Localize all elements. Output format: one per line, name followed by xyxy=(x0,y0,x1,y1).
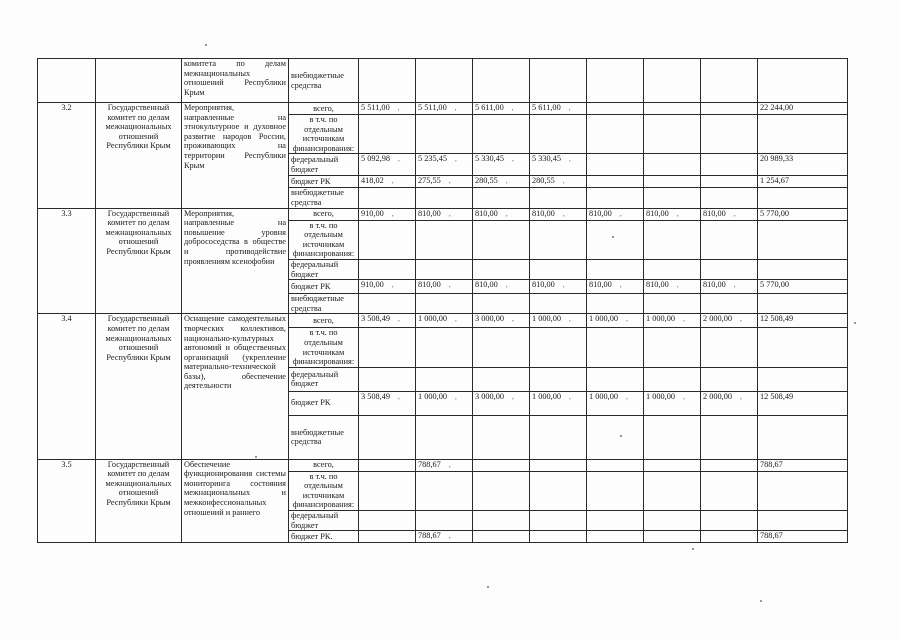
value-text: 1 000,00 xyxy=(418,314,448,324)
cell-year-value xyxy=(530,103,587,115)
table-body xyxy=(38,59,848,543)
cell-year-value xyxy=(473,103,530,115)
table-row xyxy=(38,59,848,103)
pen-tick-mark: , xyxy=(455,315,457,324)
cell-total xyxy=(758,314,848,328)
cell-source: всего, xyxy=(289,208,359,220)
cell-year-value xyxy=(359,220,416,259)
pen-tick-mark: , xyxy=(448,281,451,290)
cell-year-value xyxy=(701,280,758,294)
value-text: 3 508,49 xyxy=(361,391,391,401)
cell-executor: Государственный комитет по делам межнациональных отношений Республики Крым xyxy=(96,103,182,209)
pen-tick-mark: , xyxy=(683,392,685,401)
pen-tick-mark: , xyxy=(398,315,400,324)
table-row xyxy=(38,314,848,328)
value-text: 810,00 xyxy=(532,280,555,290)
cell-year-value xyxy=(359,188,416,208)
cell-source: внебюджетные средства xyxy=(289,59,359,103)
cell-executor: Государственный комитет по делам межнациональных отношений Республики Крым xyxy=(96,208,182,314)
cell-year-value xyxy=(701,531,758,543)
value-text: 810,00 xyxy=(475,280,498,290)
cell-year-value xyxy=(701,415,758,459)
cell-year-value xyxy=(530,531,587,543)
cell-year-value xyxy=(530,367,587,391)
cell-year-value xyxy=(530,154,587,176)
cell-year-value xyxy=(644,259,701,279)
cell-year-value xyxy=(587,154,644,176)
cell-source: бюджет РК. xyxy=(289,531,359,543)
value-text: 810,00 xyxy=(703,280,726,290)
cell-year-value xyxy=(473,328,530,367)
cell-year-value xyxy=(359,511,416,531)
cell-year-value xyxy=(359,531,416,543)
cell-total xyxy=(758,208,848,220)
value-text: 22 244,00 xyxy=(760,103,794,112)
value-text: 1 000,00 xyxy=(589,314,619,324)
cell-year-value xyxy=(644,314,701,328)
cell-year-value xyxy=(530,115,587,154)
value-text: 3 508,49 xyxy=(361,314,391,324)
value-text: 810,00 xyxy=(418,208,441,218)
value-text: 1 254,67 xyxy=(760,176,790,186)
pen-tick-mark: , xyxy=(569,315,571,324)
cell-year-value xyxy=(416,176,473,188)
cell-year-value xyxy=(644,531,701,543)
cell-year-value xyxy=(644,471,701,510)
cell-total xyxy=(758,415,848,459)
value-text: 1 000,00 xyxy=(532,391,562,401)
cell-year-value xyxy=(701,314,758,328)
cell-year-value xyxy=(701,471,758,510)
cell-year-value xyxy=(701,176,758,188)
cell-total xyxy=(758,115,848,154)
cell-year-value xyxy=(473,176,530,188)
pen-tick-mark: , xyxy=(512,155,514,164)
cell-year-value xyxy=(644,415,701,459)
cell-year-value xyxy=(416,259,473,279)
value-text: 1 000,00 xyxy=(532,314,562,324)
cell-year-value xyxy=(587,531,644,543)
cell-year-value xyxy=(701,259,758,279)
pen-tick-mark: , xyxy=(398,155,400,164)
value-text: 810,00 xyxy=(703,208,726,218)
pen-tick-mark: , xyxy=(569,392,571,401)
value-text: 2 000,00 xyxy=(703,314,733,324)
cell-year-value xyxy=(416,531,473,543)
cell-year-value xyxy=(416,415,473,459)
cell-source: федеральный бюджет xyxy=(289,511,359,531)
cell-year-value xyxy=(587,188,644,208)
cell-source: в т.ч. по отдельным источникам финансирования: xyxy=(289,220,359,259)
cell-year-value xyxy=(701,220,758,259)
cell-year-value xyxy=(701,208,758,220)
cell-year-value xyxy=(416,471,473,510)
cell-year-value xyxy=(473,367,530,391)
cell-year-value xyxy=(416,280,473,294)
cell-year-value xyxy=(701,459,758,471)
cell-source: в т.ч. по отдельным источникам финансирования: xyxy=(289,115,359,154)
pen-tick-mark: , xyxy=(448,209,451,218)
cell-year-value xyxy=(416,115,473,154)
pen-tick-mark: , xyxy=(626,392,628,401)
cell-year-value xyxy=(473,471,530,510)
cell-year-value xyxy=(359,154,416,176)
cell-year-value xyxy=(416,511,473,531)
value-text: 12 508,49 xyxy=(760,391,794,401)
value-text: 12 508,49 xyxy=(760,314,794,324)
cell-year-value xyxy=(587,115,644,154)
pen-tick-mark: , xyxy=(683,315,685,324)
pen-tick-mark: , xyxy=(562,209,565,218)
value-text: 3 000,00 xyxy=(475,314,505,324)
value-text: 788,67 xyxy=(418,531,441,541)
cell-year-value xyxy=(416,294,473,314)
cell-year-value xyxy=(416,154,473,176)
pen-tick-mark: , xyxy=(569,155,571,164)
cell-description: Мероприятия, направленные на этнокультурное и духовное развитие народов России, проживающих на территории Республики Крым xyxy=(182,103,289,209)
cell-year-value xyxy=(359,415,416,459)
value-text: 5 511,00 xyxy=(361,103,390,112)
pen-tick-mark: , xyxy=(512,392,514,401)
cell-year-value xyxy=(701,294,758,314)
pen-tick-mark: , xyxy=(676,281,679,290)
pen-tick-mark: , xyxy=(676,209,679,218)
cell-total xyxy=(758,391,848,415)
cell-total xyxy=(758,367,848,391)
cell-year-value xyxy=(644,459,701,471)
cell-source: всего, xyxy=(289,459,359,471)
cell-total xyxy=(758,280,848,294)
cell-year-value xyxy=(530,511,587,531)
cell-year-value xyxy=(644,511,701,531)
cell-description: комитета по делам межнациональных отношений Республики Крым xyxy=(182,59,289,103)
pen-tick-mark: , xyxy=(391,209,394,218)
value-text: 810,00 xyxy=(418,280,441,290)
cell-year-value xyxy=(473,208,530,220)
pen-tick-mark: , xyxy=(562,281,565,290)
cell-year-value xyxy=(587,328,644,367)
cell-year-value xyxy=(359,294,416,314)
value-text: 5 611,00 xyxy=(532,103,561,112)
cell-year-value xyxy=(530,208,587,220)
cell-number: 3.5 xyxy=(38,459,96,543)
cell-source: бюджет РК xyxy=(289,391,359,415)
cell-year-value xyxy=(416,367,473,391)
cell-year-value xyxy=(701,115,758,154)
cell-total xyxy=(758,294,848,314)
cell-description: Обеспечение функционирования системы мониторинга состояния межнациональных и межконфессиональных отношений и раннего xyxy=(182,459,289,543)
pen-tick-mark: , xyxy=(448,177,451,186)
value-text: 5 511,00 xyxy=(418,103,447,112)
pen-tick-mark: , xyxy=(505,281,508,290)
cell-year-value xyxy=(587,471,644,510)
value-text: 810,00 xyxy=(646,280,669,290)
cell-total xyxy=(758,471,848,510)
pen-tick-mark: , xyxy=(391,281,394,290)
cell-year-value xyxy=(473,280,530,294)
cell-year-value xyxy=(530,328,587,367)
cell-year-value xyxy=(587,176,644,188)
table-row xyxy=(38,103,848,115)
cell-year-value xyxy=(359,314,416,328)
cell-source: в т.ч. по отдельным источникам финансирования: xyxy=(289,328,359,367)
value-text: 788,67 xyxy=(760,531,783,541)
value-text: 788,67 xyxy=(760,459,783,469)
cell-source: внебюджетные средства xyxy=(289,294,359,314)
pen-tick-mark: , xyxy=(391,177,394,186)
cell-year-value xyxy=(530,188,587,208)
cell-year-value xyxy=(416,208,473,220)
cell-year-value xyxy=(473,259,530,279)
cell-source: внебюджетные средства xyxy=(289,188,359,208)
cell-year-value xyxy=(644,367,701,391)
cell-total xyxy=(758,176,848,188)
cell-year-value xyxy=(587,220,644,259)
cell-year-value xyxy=(416,103,473,115)
cell-executor xyxy=(96,59,182,103)
pen-tick-mark: , xyxy=(740,392,742,401)
cell-year-value xyxy=(587,294,644,314)
cell-year-value xyxy=(644,154,701,176)
cell-year-value xyxy=(587,415,644,459)
value-text: 5 330,45 xyxy=(475,154,505,164)
pen-tick-mark: , xyxy=(505,177,508,186)
cell-year-value xyxy=(473,220,530,259)
cell-year-value xyxy=(473,511,530,531)
cell-year-value xyxy=(416,188,473,208)
value-text: 910,00 xyxy=(361,280,384,290)
cell-source: федеральный бюджет xyxy=(289,154,359,176)
cell-year-value xyxy=(359,328,416,367)
cell-total xyxy=(758,328,848,367)
cell-year-value xyxy=(473,154,530,176)
cell-year-value xyxy=(701,103,758,115)
cell-description: Мероприятия, направленные на повышение уровня добрососедства в обществе и противодействие проявлениям ксенофобии xyxy=(182,208,289,314)
pen-tick-mark: , xyxy=(454,104,457,112)
pen-tick-mark: , xyxy=(505,209,508,218)
cell-year-value xyxy=(530,415,587,459)
cell-source: бюджет РК xyxy=(289,280,359,294)
value-text: 5 092,98 xyxy=(361,154,391,164)
value-text: 5 330,45 xyxy=(532,154,562,164)
cell-year-value xyxy=(644,176,701,188)
cell-source: бюджет РК xyxy=(289,176,359,188)
cell-year-value xyxy=(359,176,416,188)
pen-tick-mark: , xyxy=(512,315,514,324)
pen-tick-mark: , xyxy=(397,104,400,112)
cell-year-value xyxy=(359,391,416,415)
cell-year-value xyxy=(530,459,587,471)
cell-year-value xyxy=(530,314,587,328)
cell-source: в т.ч. по отдельным источникам финансирования: xyxy=(289,471,359,510)
cell-year-value xyxy=(530,471,587,510)
cell-source: федеральный бюджет xyxy=(289,259,359,279)
cell-number xyxy=(38,59,96,103)
cell-year-value xyxy=(644,280,701,294)
table-row xyxy=(38,208,848,220)
cell-year-value xyxy=(359,115,416,154)
cell-year-value xyxy=(587,103,644,115)
pen-tick-mark: , xyxy=(448,532,451,541)
cell-total xyxy=(758,188,848,208)
cell-year-value xyxy=(473,415,530,459)
cell-year-value xyxy=(530,220,587,259)
cell-year-value xyxy=(416,391,473,415)
cell-year-value xyxy=(416,220,473,259)
cell-number: 3.2 xyxy=(38,103,96,209)
cell-year-value xyxy=(644,328,701,367)
cell-year-value xyxy=(530,259,587,279)
pen-tick-mark: , xyxy=(455,392,457,401)
pen-tick-mark: , xyxy=(562,177,565,186)
table-row xyxy=(38,459,848,471)
cell-total xyxy=(758,103,848,115)
cell-year-value xyxy=(587,511,644,531)
cell-year-value xyxy=(701,154,758,176)
cell-source: внебюджетные средства xyxy=(289,415,359,459)
cell-year-value xyxy=(473,391,530,415)
cell-year-value xyxy=(359,103,416,115)
cell-total xyxy=(758,154,848,176)
cell-year-value xyxy=(701,391,758,415)
cell-year-value xyxy=(644,188,701,208)
cell-year-value xyxy=(587,459,644,471)
pen-tick-mark: , xyxy=(733,209,736,218)
cell-year-value xyxy=(473,531,530,543)
value-text: 810,00 xyxy=(589,280,612,290)
value-text: 2 000,00 xyxy=(703,391,733,401)
pen-tick-mark: , xyxy=(733,281,736,290)
cell-executor: Государственный комитет по делам межнациональных отношений Республики Крым xyxy=(96,459,182,543)
cell-year-value xyxy=(644,294,701,314)
pen-tick-mark: , xyxy=(740,315,742,324)
budget-table xyxy=(37,58,848,543)
cell-source: всего, xyxy=(289,314,359,328)
cell-year-value xyxy=(701,511,758,531)
cell-year-value xyxy=(530,176,587,188)
cell-year-value xyxy=(644,220,701,259)
cell-year-value xyxy=(530,294,587,314)
cell-year-value xyxy=(416,328,473,367)
cell-executor: Государственный комитет по делам межнациональных отношений Республики Крым xyxy=(96,314,182,459)
cell-year-value xyxy=(701,328,758,367)
cell-number: 3.4 xyxy=(38,314,96,459)
pen-tick-mark: , xyxy=(455,155,457,164)
cell-total xyxy=(758,459,848,471)
cell-year-value xyxy=(644,103,701,115)
value-text: 1 000,00 xyxy=(646,314,676,324)
pen-tick-mark: , xyxy=(626,315,628,324)
value-text: 1 000,00 xyxy=(589,391,619,401)
cell-year-value xyxy=(473,459,530,471)
cell-year-value xyxy=(587,391,644,415)
cell-year-value xyxy=(473,115,530,154)
cell-year-value xyxy=(473,188,530,208)
value-text: 810,00 xyxy=(475,208,498,218)
pen-tick-mark: , xyxy=(619,209,622,218)
value-text: 5 770,00 xyxy=(760,280,790,290)
value-text: 275,55 xyxy=(418,176,441,186)
value-text: 1 000,00 xyxy=(646,391,676,401)
pen-tick-mark: , xyxy=(568,104,571,112)
value-text: 810,00 xyxy=(646,208,669,218)
value-text: 418,02 xyxy=(361,176,384,186)
cell-year-value xyxy=(359,259,416,279)
cell-year-value xyxy=(473,314,530,328)
cell-year-value xyxy=(587,280,644,294)
value-text: 5 611,00 xyxy=(475,103,504,112)
pen-tick-mark: , xyxy=(398,392,400,401)
value-text: 788,67 xyxy=(418,459,441,469)
pen-tick-mark: , xyxy=(511,104,514,112)
cell-year-value xyxy=(359,459,416,471)
cell-year-value xyxy=(359,471,416,510)
pen-tick-mark: , xyxy=(619,281,622,290)
cell-total xyxy=(758,220,848,259)
cell-year-value xyxy=(530,280,587,294)
value-text: 810,00 xyxy=(532,208,555,218)
cell-year-value xyxy=(416,459,473,471)
cell-description: Оснащение самодеятельных творческих коллективов, национально-культурных автономий и общественных организаций (укрепление материально-технической базы), обеспечение деятельности xyxy=(182,314,289,459)
value-text: 5 235,45 xyxy=(418,154,448,164)
cell-source: федеральный бюджет xyxy=(289,367,359,391)
cell-total xyxy=(758,511,848,531)
cell-source: всего, xyxy=(289,103,359,115)
cell-year-value xyxy=(644,115,701,154)
cell-year-value xyxy=(359,367,416,391)
cell-total xyxy=(758,531,848,543)
value-text: 280,55 xyxy=(475,176,498,186)
value-text: 810,00 xyxy=(589,208,612,218)
cell-year-value xyxy=(473,294,530,314)
pen-tick-mark: , xyxy=(448,460,451,469)
cell-year-value xyxy=(587,208,644,220)
value-text: 1 000,00 xyxy=(418,391,448,401)
cell-year-value xyxy=(530,391,587,415)
cell-year-value xyxy=(587,367,644,391)
value-text: 280,55 xyxy=(532,176,555,186)
cell-year-value xyxy=(701,367,758,391)
cell-year-value xyxy=(359,280,416,294)
cell-total xyxy=(758,259,848,279)
cell-year-value xyxy=(416,314,473,328)
value-text: 5 770,00 xyxy=(760,208,790,218)
value-text: 3 000,00 xyxy=(475,391,505,401)
cell-year-value xyxy=(359,208,416,220)
cell-year-value xyxy=(701,188,758,208)
cell-year-value xyxy=(644,208,701,220)
cell-year-value xyxy=(587,259,644,279)
cell-number: 3.3 xyxy=(38,208,96,314)
value-text: 910,00 xyxy=(361,208,384,218)
value-text: 20 989,33 xyxy=(760,154,794,164)
cell-year-value xyxy=(644,391,701,415)
cell-year-value xyxy=(587,314,644,328)
